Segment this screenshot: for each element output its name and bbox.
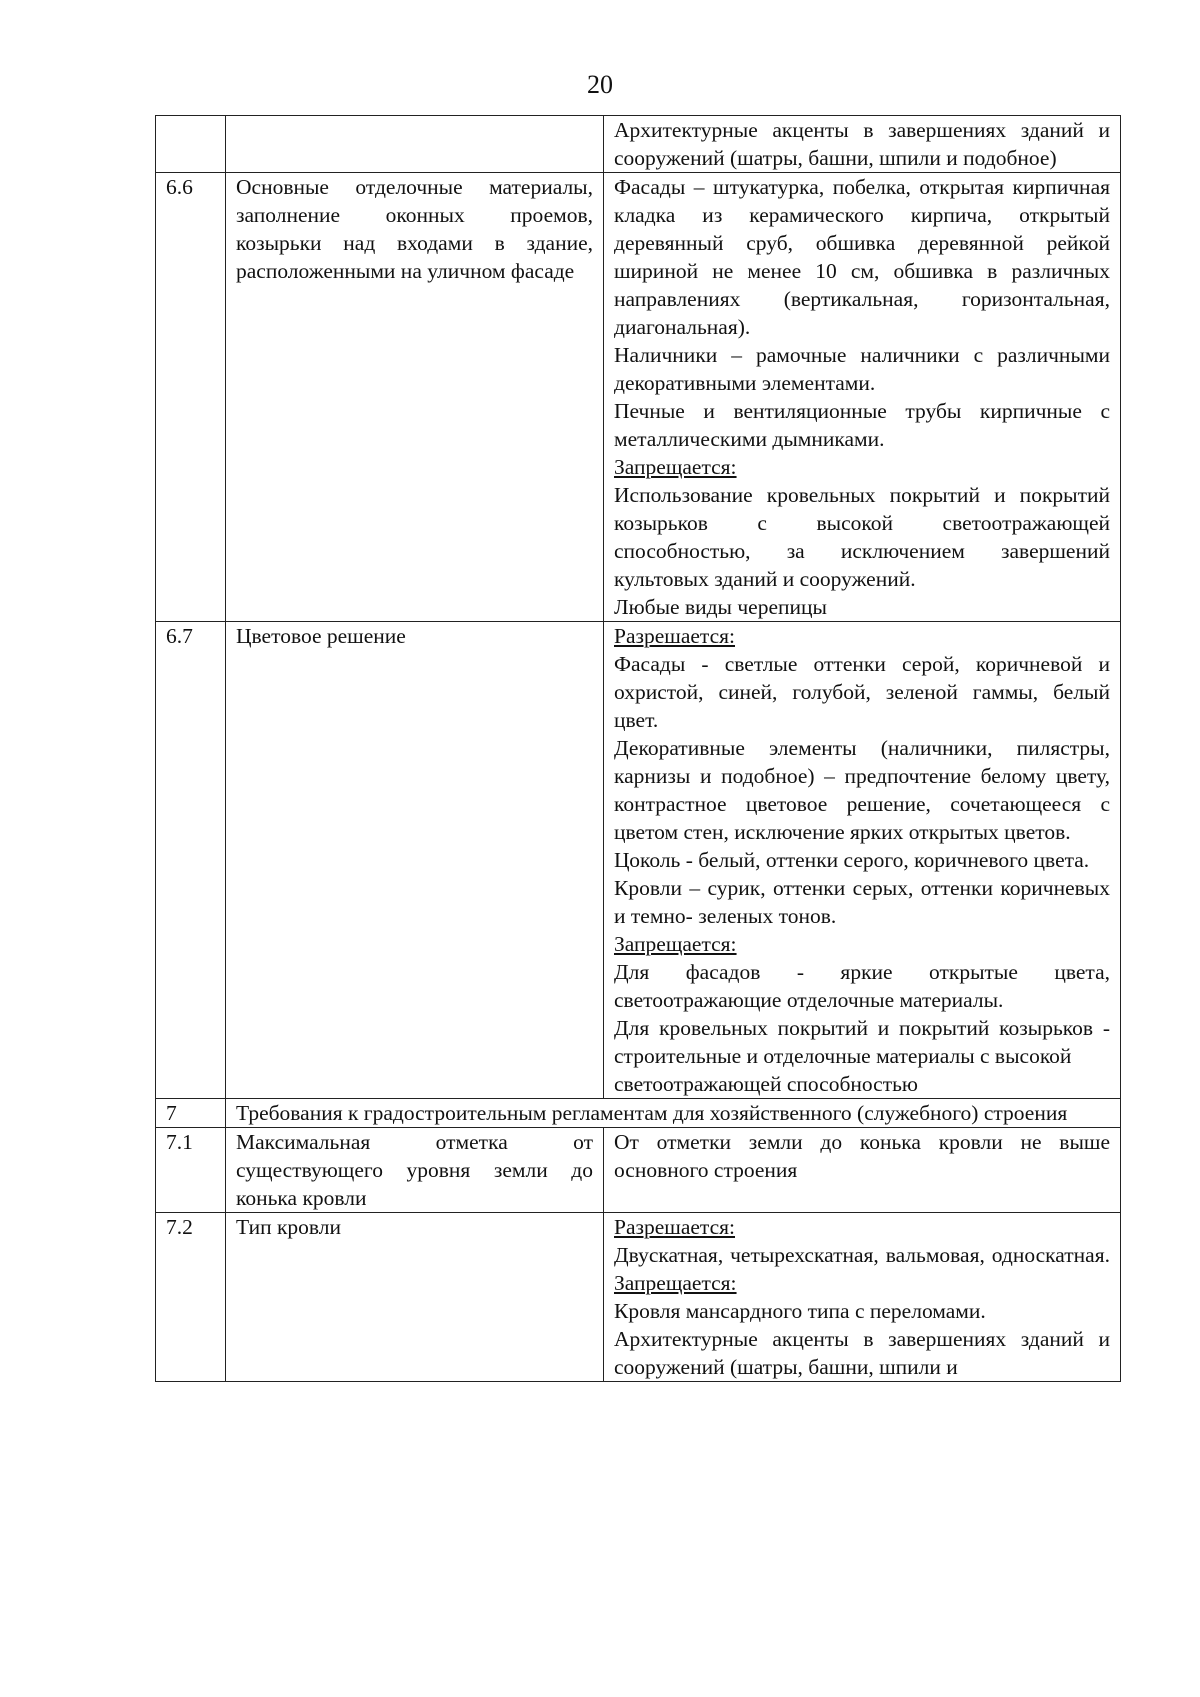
row-value	[604, 173, 1121, 622]
value-paragraph: Наличники – рамочные наличники с различными декоративными элементами.	[614, 343, 1110, 395]
allowed-heading: Разрешается:	[614, 1215, 735, 1239]
page-number: 20	[587, 70, 613, 99]
value-paragraph	[614, 1241, 1110, 1297]
section-row	[156, 1099, 1121, 1128]
row-number: 7.2	[156, 1213, 226, 1382]
roof-types-text: Двускатная, четырехскатная, вальмовая, односкатная.	[614, 1243, 1110, 1267]
value-paragraph: Фасады - светлые оттенки серой, коричневой и охристой, синей, голубой, зеленой гаммы, белый цвет.	[614, 652, 1110, 732]
table-row	[156, 1128, 1121, 1213]
value-paragraph: Для кровельных покрытий и покрытий козырьков - строительные и отделочные материалы с высокой	[614, 1016, 1110, 1068]
prohibited-heading: Запрещается:	[614, 932, 737, 956]
prohibited-heading: Запрещается:	[614, 1271, 737, 1295]
value-paragraph: Декоративные элементы (наличники, пилястры, карнизы и подобное) – предпочтение белому цвету, контрастное цветовое решение, сочетающееся с цветом стен, исключение ярких открытых цветов.	[614, 736, 1110, 844]
row-number: 6.7	[156, 622, 226, 1099]
value-paragraph: Для фасадов - яркие открытые цвета, светоотражающие отделочные материалы.	[614, 960, 1110, 1012]
section-title: Требования к градостроительным регламентам для хозяйственного (служебного) строения	[226, 1099, 1121, 1128]
value-paragraph: Фасады – штукатурка, побелка, открытая кирпичная кладка из керамического кирпича, открытый деревянный сруб, обшивка деревянной рейкой шириной не менее 10 см, обшивка в различных направлениях (вертикальная, горизонтальная, диагональная).	[614, 175, 1110, 339]
row-number: 6.6	[156, 173, 226, 622]
row-description: Максимальная отметка от существующего уровня земли до конька кровли	[226, 1128, 604, 1213]
row-value	[604, 1213, 1121, 1382]
table-row	[156, 173, 1121, 622]
value-paragraph: Архитектурные акценты в завершениях зданий и сооружений (шатры, башни, шпили и	[614, 1327, 1110, 1379]
row-description: Цветовое решение	[226, 622, 604, 1099]
row-number: 7	[156, 1099, 226, 1128]
value-paragraph: Цоколь - белый, оттенки серого, коричневого цвета.	[614, 848, 1090, 872]
value-paragraph: Архитектурные акценты в завершениях зданий и сооружений (шатры, башни, шпили и подобное)	[614, 118, 1110, 170]
table-row	[156, 622, 1121, 1099]
regulations-table	[155, 115, 1121, 1382]
row-number	[156, 116, 226, 173]
row-value	[604, 116, 1121, 173]
value-paragraph: От отметки земли до конька кровли не выше основного строения	[614, 1130, 1110, 1182]
value-paragraph: Кровли – сурик, оттенки серых, оттенки коричневых и темно- зеленых тонов.	[614, 876, 1110, 928]
row-value	[604, 1128, 1121, 1213]
table-row	[156, 1213, 1121, 1382]
allowed-heading: Разрешается:	[614, 624, 735, 648]
value-paragraph: светоотражающей способностью	[614, 1072, 918, 1096]
row-description: Тип кровли	[226, 1213, 604, 1382]
row-number: 7.1	[156, 1128, 226, 1213]
table-row	[156, 116, 1121, 173]
value-paragraph: Печные и вентиляционные трубы кирпичные с металлическими дымниками.	[614, 399, 1110, 451]
value-paragraph: Любые виды черепицы	[614, 595, 827, 619]
value-paragraph: Использование кровельных покрытий и покрытий козырьков с высокой светоотражающей способностью, за исключением завершений культовых зданий и сооружений.	[614, 483, 1110, 591]
prohibited-heading: Запрещается:	[614, 455, 737, 479]
value-paragraph: Кровля мансардного типа с переломами.	[614, 1299, 986, 1323]
row-value	[604, 622, 1121, 1099]
row-description	[226, 116, 604, 173]
row-description: Основные отделочные материалы, заполнение оконных проемов, козырьки над входами в здание, расположенными на уличном фасаде	[226, 173, 604, 622]
